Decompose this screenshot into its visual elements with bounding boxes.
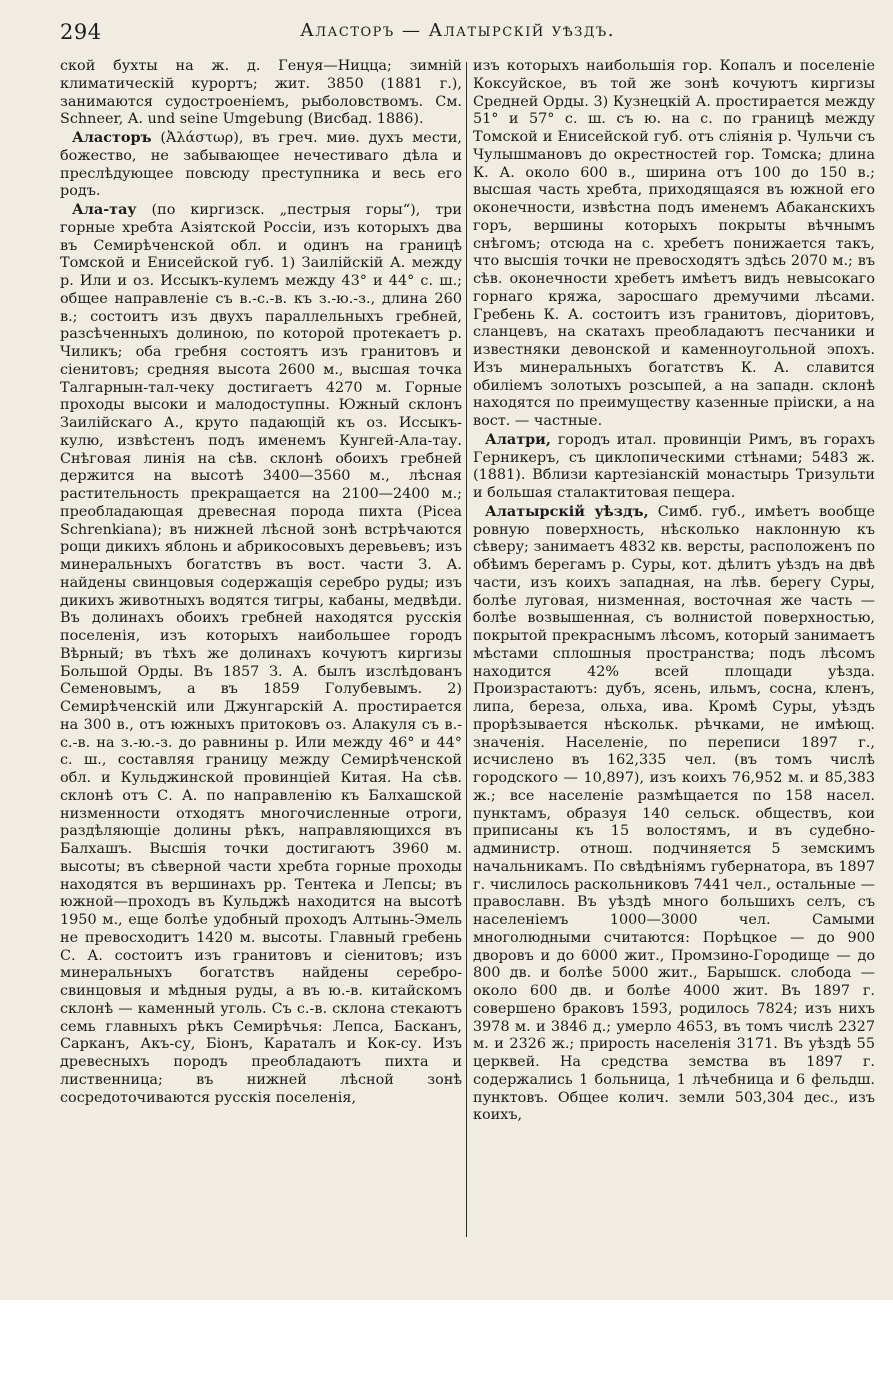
running-title: Аласторъ — Алатырскій уѣздъ. (300, 20, 615, 41)
bottom-margin (0, 1300, 893, 1390)
entry-continuation: изъ которыхъ наибольшія гор. Копалъ и поселеніе Коксуйское, въ той же зонѣ кочуютъ киргизы Средней Орды. 3) Кузнецкій А. простирается между 51° и 57° с. ш. съ ю. на с. по границѣ между Томской и Енисейской губ. отъ сліянія р. Чульчи съ Чулышмановъ до окрестностей гор. Томска; длина К. А. около 600 в., ширина отъ 100 до 150 в.; высшая часть хребта, приходящаяся въ южной его оконечности, извѣстна подъ именемъ Абаканскихъ горъ, вершины которыхъ покрыты вѣчнымъ снѣгомъ; отсюда на с. хребетъ понижается такъ, что высшія точки не превосходятъ здѣсь 2070 м.; въ сѣв. оконечности хребетъ имѣетъ видъ невысокаго горнаго кряжа, заросшаго дремучими лѣсами. Гребень К. А. состоитъ изъ гранитовъ, діоритовъ, сланцевъ, на скатахъ преобладаютъ песчаники и известняки девонской и каменноугольной эпохъ. Изъ минеральныхъ богатствъ К. А. славится обиліемъ золотыхъ розсыпей, а на западн. склонѣ находятся по преимуществу казенные пріиски, а на вост. — частные. (473, 58, 875, 429)
headword: Ала-тау (72, 201, 137, 218)
left-column (60, 58, 462, 1107)
entry-alatri: Алатри, городъ итал. провинціи Римъ, въ горахъ Герникеръ, съ циклопическими стѣнами; 5483 ж. (1881). Вблизи картезіанскій монастырь Тризульти и большая сталактитовая пещера. (473, 430, 875, 501)
entry-alastor: Аласторъ (Ἀλάστωρ), въ греч. миѳ. духъ мести, божество, не забывающее нечестиваго дѣла и преслѣдующее повсюду преступника и весь его родъ. (60, 129, 462, 200)
running-head (60, 20, 855, 50)
right-column (473, 58, 875, 1125)
entry-ala-tau: Ала-тау (по киргизск. „пестрыя горы“), три горные хребта Азіятской Россіи, изъ которыхъ два въ Семирѣченской обл. и одинъ на границѣ Томской и Енисейской губ. 1) Заилійскій А. между р. Или и оз. Иссыкъ-кулемъ между 43° и 44° с. ш.; общее направленіе съ в.-с.-в. къ з.-ю.-з., длина 260 в.; состоитъ изъ двухъ параллельныхъ гребней, разсѣченныхъ долиною, по которой протекаетъ р. Чиликъ; оба гребня состоятъ изъ гранитовъ и сіенитовъ; средняя высота 2600 м., высшая точка Талгарнын-тал-чеку достигаетъ 4270 м. Горные проходы высоки и малодоступны. Южный склонъ Заилійскаго А., круто падающій къ оз. Иссыкъ-кулю, извѣстенъ подъ именемъ Кунгей-Ала-тау. Снѣговая линія на сѣв. склонѣ обоихъ гребней держится на высотѣ 3400—3560 м., лѣсная растительность прекращается на 2100—2400 м.; преобладающая древесная порода пихта (Picea Schrenkiana); въ нижней лѣсной зонѣ встрѣчаются рощи дикихъ яблонь и абрикосовыхъ деревьевъ; изъ минеральныхъ богатствъ въ вост. части З. А. найдены свинцовыя содержащія серебро руды; изъ дикихъ животныхъ водятся тигры, кабаны, медвѣди. Въ долинахъ обоихъ гребней находятся русскія поселенія, изъ которыхъ наибольшее городъ Вѣрный; въ тѣхъ же долинахъ кочуютъ киргизы Большой Орды. Въ 1857 З. А. былъ изслѣдованъ Семеновымъ, а въ 1859 Голубевымъ. 2) Семирѣченскій или Джунгарскій А. простирается на 300 в., отъ южныхъ притоковъ оз. Алакуля съ в.-с.-в. на з.-ю.-з. до равнины р. Или между 46° и 44° с. ш., составляя границу между Семирѣченской обл. и Кульджинской провинціей Китая. На сѣв. склонѣ отъ С. А. по направленію къ Балхашской низменности отходятъ многочисленные отроги, раздѣляющіе долины рѣкъ, направляющихся въ Балхашъ. Высшія точки достигаютъ 3960 м. высоты; въ сѣверной части хребта горные проходы находятся въ вершинахъ рр. Тентека и Лепсы; въ южной—проходъ въ Кульджѣ находится на высотѣ 1950 м., еще болѣе удобный проходъ Алтынь-Эмель не превосходитъ 1420 м. высоты. Главный гребень С. А. состоитъ изъ гранитовъ и сіенитовъ; изъ минеральныхъ богатствъ найдены серебро-свинцовыя и мѣдныя руды, а въ ю.-в. китайскомъ склонѣ — каменный уголь. Съ с.-в. склона стекаютъ семь главныхъ рѣкъ Семирѣчья: Лепса, Басканъ, Сарканъ, Акъ-су, Біонъ, Караталъ и Кок-су. Изъ древесныхъ породъ преобладаютъ пихта и лиственница; въ нижней лѣсной зонѣ сосредоточиваются русскія поселенія, (60, 201, 463, 1106)
entry-continuation: ской бухты на ж. д. Генуя—Ницца; зимній климатическій курортъ; жит. 3850 (1881 г.), занимаются судостроеніемъ, рыболовствомъ. См. Schneer, A. und seine Umgebung (Висбад. 1886). (60, 58, 462, 128)
column-divider (466, 62, 467, 1237)
headword: Аласторъ (72, 129, 152, 146)
headword: Алатри, (485, 430, 551, 448)
page-number: 294 (60, 20, 102, 44)
entry-alatyrsky-uezd: Алатырскій уѣздъ, Симб. губ., имѣетъ вообще ровную поверхность, нѣсколько наклонную къ сѣверу; занимаетъ 4832 кв. версты, расположенъ по обѣимъ берегамъ р. Суры, кот. дѣлитъ уѣздъ на двѣ части, изъ коихъ западная, на лѣв. берегу Суры, болѣе луговая, низменная, восточная же часть — болѣе возвышенная, съ волнистой поверхностью, покрытой прекраснымъ лѣсомъ, который занимаетъ мѣстами сплошныя пространства; подъ лѣсомъ находится 42% всей площади уѣзда. Произрастаютъ: дубъ, ясень, ильмъ, сосна, кленъ, липа, береза, ольха, ива. Кромѣ Суры, уѣздъ прорѣзывается нѣскольк. рѣчками, не имѣющ. значенія. Населеніе, по переписи 1897 г., исчислено въ 162,335 чел. (въ томъ числѣ городского — 10,897), изъ коихъ 76,952 м. и 85,383 ж.; все населеніе размѣщается по 158 насел. пунктамъ, образуя 140 сельск. обществъ, кои приписаны къ 15 волостямъ, и въ судебно-администр. отнош. подчиняется 5 земскимъ начальникамъ. По свѣдѣніямъ губернатора, въ 1897 г. числилось раскольниковъ 7441 чел., остальные — православн. Въ уѣздѣ много большихъ селъ, съ населеніемъ 1000—3000 чел. Самыми многолюдными считаются: Порѣцкое — до 900 дворовъ и до 6000 жит., Промзино-Городище — до 800 дв. и болѣе 5000 жит., Барышск. слобода — около 600 дв. и болѣе 4000 жит. Въ 1897 г. совершено браковъ 1593, родилось 7824; изъ нихъ 3978 м. и 3846 д.; умерло 4653, въ томъ числѣ 2327 м. и 2326 ж.; прирость населенія 3171. Въ уѣздѣ 55 церквей. На средства земства въ 1897 г. содержались 1 больница, 1 лѣчебница и 6 фельдш. пунктовъ. Общее колич. земли 503,304 дес., изъ коихъ, (473, 502, 875, 1124)
headword: Алатырскій уѣздъ, (485, 502, 649, 520)
